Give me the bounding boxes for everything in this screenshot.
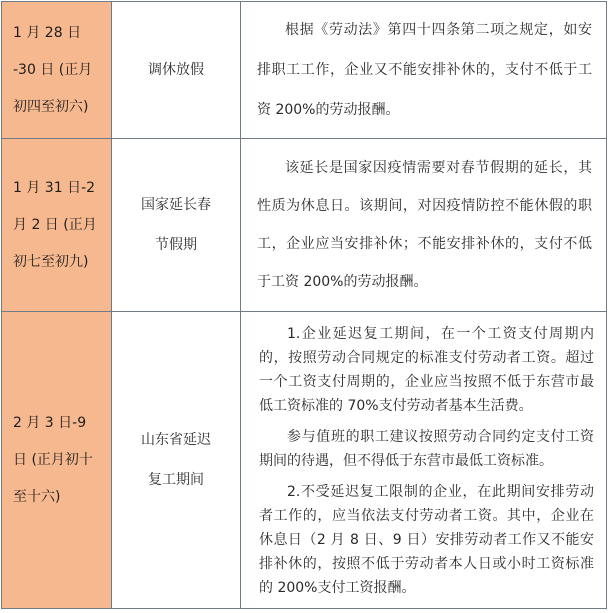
type-cell [112,139,241,312]
type-line: 调休放假 [148,62,204,78]
description-cell [241,312,607,609]
description-paragraph: 1.企业延迟复工期间，在一个工资支付周期内的，按照劳动合同规定的标准支付劳动者工资。超过一个工资支付周期的，企业应当按照不低于东营市最低工资标准的 70%支付劳动者基本生活费。 [259,326,594,414]
type-line: 国家延长春 [141,197,211,213]
type-cell [112,2,241,139]
date-line: 月 2 日 (正月 [13,216,97,233]
date-line: 2 月 3 日-9 [13,414,87,431]
description-paragraph: 2.不受延迟复工限制的企业，在此期间安排劳动者工作的，应当依法支付劳动者工资。其中，企业在休息日（2 月 8 日、9 日）安排劳动者工作又不能安排补休的，按照不低于劳动者本人日或小时工资标准的 200%支付工资报酬。 [259,484,594,596]
date-cell [2,312,112,609]
holiday-pay-table [1,1,607,609]
description-cell [241,2,607,139]
date-cell [2,2,112,139]
description-paragraph: 参与值班的职工建议按照劳动合同约定支付工资期间的待遇，但不得低于东营市最低工资标准。 [259,429,594,469]
description-paragraph: 根据《劳动法》第四十四条第二项之规定，如安排职工工作，企业又不能安排补休的，支付不低于工资 200%的劳动报酬。 [257,22,592,118]
date-line: -30 日 (正月 [13,61,93,78]
table-row [2,312,607,609]
table-row [2,2,607,139]
date-line: 初四至初六) [13,98,89,115]
description-paragraph: 该延长是国家因疫情需要对春节假期的延长，其性质为休息日。该期间，对因疫情防控不能休假的职工，企业应当安排补休；不能安排补休的，支付不低于工资 200%的劳动报酬。 [257,160,592,290]
type-line: 山东省延迟 [141,432,211,448]
date-line: 至十六) [13,488,61,505]
date-line: 初七至初九) [13,253,89,270]
table-row [2,139,607,312]
date-cell [2,139,112,312]
date-line: 1 月 28 日 [13,24,82,41]
description-cell [241,139,607,312]
type-line: 复工期间 [148,472,204,488]
type-cell [112,312,241,609]
date-line: 日 (正月初十 [13,451,93,468]
type-line: 节假期 [155,237,197,253]
date-line: 1 月 31 日-2 [13,179,96,196]
